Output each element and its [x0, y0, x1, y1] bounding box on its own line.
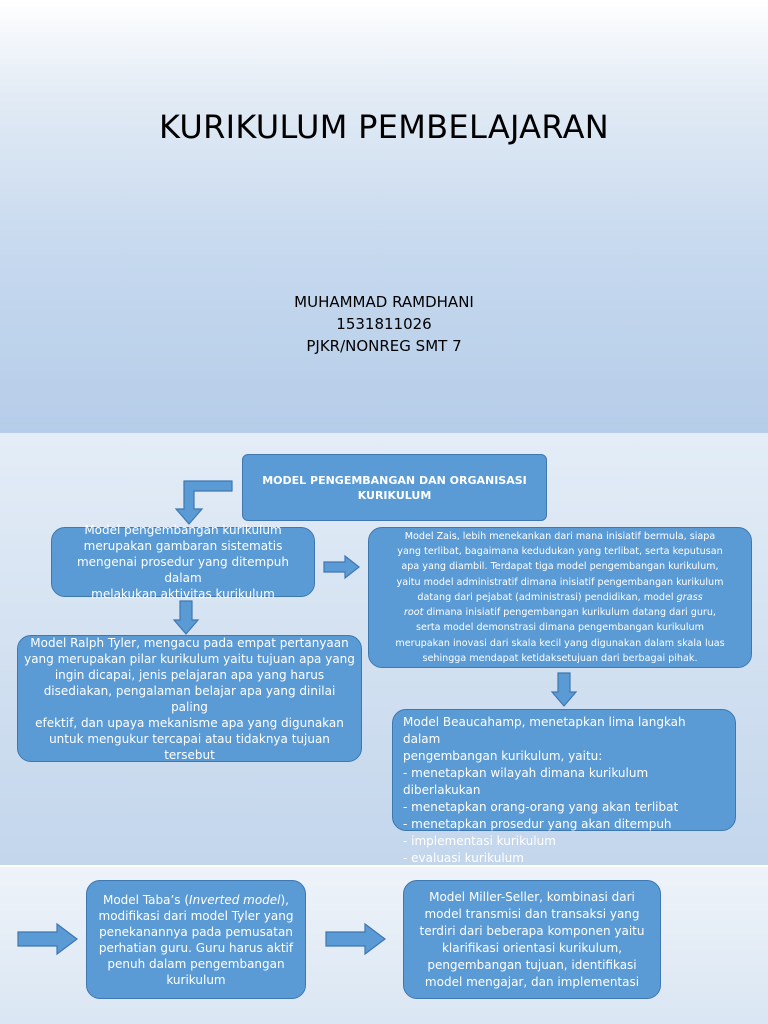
zais-italic-grass: grass [676, 591, 703, 603]
tyler-line: tersebut [164, 747, 215, 762]
beauchamp-model-box [392, 709, 736, 865]
beauchamp-step: - menetapkan orang-orang yang akan terlibat [403, 800, 679, 814]
beauchamp-step: - menetapkan wilayah dimana kurikulum diberlakukan [403, 766, 649, 797]
diagram-slide-models-continued [0, 867, 768, 1024]
author-name: MUHAMMAD RAMDHANI [294, 293, 474, 311]
taba-line: perhatian guru. Guru harus aktif [98, 940, 294, 955]
miller-line: pengembangan tujuan, identifikasi [427, 957, 637, 972]
miller-line: model transmisi dan transaksi yang [424, 906, 640, 921]
zais-text: datang dari pejabat (administrasi) pendidikan, model [417, 591, 674, 603]
miller-seller-model-box [403, 880, 661, 999]
tyler-line: untuk mengukur tercapai atau tidaknya tujuan [49, 731, 330, 746]
down-arrow-icon [172, 600, 200, 636]
definition-line: merupakan gambaran sistematis [83, 539, 283, 553]
header-line: KURIKULUM [357, 488, 432, 502]
tyler-line: efektif, dan upaya mekanisme apa yang digunakan [35, 715, 344, 730]
taba-line: penekanannya pada pemusatan [99, 924, 293, 939]
down-arrow-icon [550, 672, 578, 708]
tyler-line: yang merupakan pilar kurikulum yaitu tujuan apa yang [24, 651, 355, 666]
taba-prefix: Model Taba’s ( [102, 892, 190, 907]
zais-line: serta model demonstrasi dimana pengembangan kurikulum [416, 622, 704, 634]
definition-line: Model pengembangan kurikulum [84, 523, 282, 537]
definition-line: mengenai prosedur yang ditempuh dalam [76, 555, 290, 585]
right-arrow-icon [17, 922, 79, 956]
tyler-line: disediakan, pengalaman belajar apa yang dinilai paling [43, 683, 336, 714]
zais-line: apa yang diambil. Terdapat tiga model pengembangan kurikulum, [401, 561, 719, 573]
diagram-slide-models [0, 433, 768, 865]
taba-italic: Inverted model [189, 892, 281, 907]
taba-suffix: ), [280, 892, 289, 907]
title-slide [0, 0, 768, 433]
beauchamp-step: - menetapkan prosedur yang akan ditempuh [403, 817, 672, 831]
zais-line: yang terlibat, bagaimana kedudukan yang terlibat, serta keputusan [397, 545, 723, 557]
miller-line: model mengajar, dan implementasi [424, 974, 640, 989]
right-arrow-icon [325, 922, 387, 956]
taba-model-box [86, 880, 306, 999]
zais-line [395, 605, 724, 620]
slide-title: KURIKULUM PEMBELAJARAN [158, 108, 610, 146]
miller-line: terdiri dari beberapa komponen yaitu [419, 923, 645, 938]
taba-line: modifikasi dari model Tyler yang [98, 908, 294, 923]
beauchamp-line: Model Beaucahamp, menetapkan lima langkah dalam [403, 715, 686, 746]
zais-line [395, 590, 724, 605]
taba-line: kurikulum [166, 972, 226, 987]
definition-line: melakukan aktivitas kurikulum [91, 587, 275, 601]
header-line: MODEL PENGEMBANGAN DAN ORGANISASI [262, 473, 527, 487]
zais-line: yaitu model administratif dimana inisiatif pengembangan kurikulum [396, 576, 724, 588]
miller-line: klarifikasi orientasi kurikulum, [441, 940, 623, 955]
tyler-model-box [17, 635, 362, 762]
beauchamp-line: pengembangan kurikulum, yaitu: [403, 749, 603, 763]
zais-italic-root: root [403, 607, 424, 619]
beauchamp-step: - evaluasi kurikulum [403, 851, 524, 865]
taba-line [99, 892, 294, 908]
author-id: 1531811026 [336, 315, 432, 333]
beauchamp-step: - implementasi kurikulum [403, 834, 556, 848]
zais-model-box [368, 527, 752, 668]
bent-arrow-icon [172, 477, 236, 527]
right-arrow-icon [323, 554, 361, 580]
miller-line: Model Miller-Seller, kombinasi dari [429, 889, 635, 904]
zais-line: merupakan inovasi dari skala kecil yang digunakan dalam skala luas [395, 637, 725, 649]
definition-box [51, 523, 315, 601]
zais-text: dimana inisiatif pengembangan kurikulum datang dari guru, [423, 607, 716, 619]
zais-line: Model Zais, lebih menekankan dari mana inisiatif bermula, siapa [404, 530, 716, 542]
diagram-header-box [242, 454, 547, 521]
tyler-line: Model Ralph Tyler, mengacu pada empat pertanyaan [30, 635, 349, 650]
slide-subtitle [0, 291, 768, 357]
taba-line: penuh dalam pengembangan [107, 956, 285, 971]
author-class: PJKR/NONREG SMT 7 [306, 337, 462, 355]
zais-line: sehingga mendapat ketidaksetujuan dari berbagai pihak. [422, 653, 698, 665]
tyler-line: ingin dicapai, jenis pelajaran apa yang harus [54, 667, 325, 682]
